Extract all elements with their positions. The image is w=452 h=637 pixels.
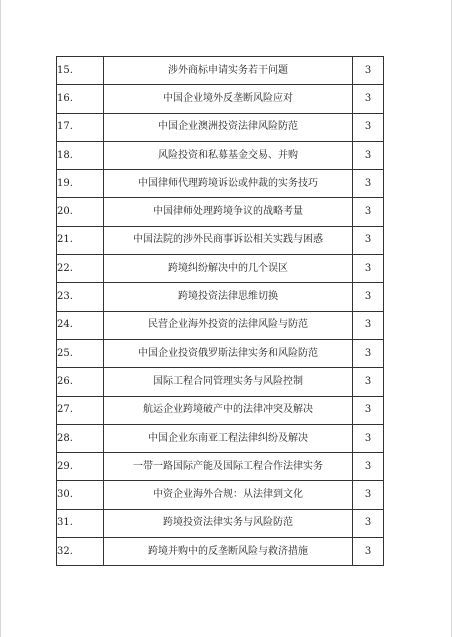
hours-cell: 3 [353, 283, 384, 311]
course-title-cell: 跨境投资法律思维切换 [104, 283, 353, 311]
hours-cell: 3 [353, 481, 384, 509]
table-row [57, 396, 384, 424]
course-title-cell: 国际工程合同管理实务与风险控制 [104, 368, 353, 396]
hours-cell: 3 [353, 141, 384, 169]
hours-cell: 3 [353, 57, 384, 85]
table-row [57, 453, 384, 481]
row-number-cell: 26. [57, 368, 104, 396]
row-number-cell: 32. [57, 538, 104, 566]
table-row [57, 339, 384, 367]
hours-cell: 3 [353, 538, 384, 566]
row-number-cell: 18. [57, 141, 104, 169]
hours-cell: 3 [353, 226, 384, 254]
table-row [57, 538, 384, 566]
course-title-cell: 跨境并购中的反垄断风险与救济措施 [104, 538, 353, 566]
hours-cell: 3 [353, 339, 384, 367]
course-title-cell: 民营企业海外投资的法律风险与防范 [104, 311, 353, 339]
table-row [57, 141, 384, 169]
row-number-cell: 29. [57, 453, 104, 481]
table-row [57, 509, 384, 537]
course-title-cell: 中资企业海外合规：从法律到文化 [104, 481, 353, 509]
course-title-cell: 中国企业投资俄罗斯法律实务和风险防范 [104, 339, 353, 367]
row-number-cell: 23. [57, 283, 104, 311]
row-number-cell: 31. [57, 509, 104, 537]
course-title-cell: 中国律师处理跨境争议的战略考量 [104, 198, 353, 226]
hours-cell: 3 [353, 113, 384, 141]
course-title-cell: 中国企业东南亚工程法律纠纷及解决 [104, 424, 353, 452]
course-table-body [57, 57, 384, 566]
hours-cell: 3 [353, 509, 384, 537]
hours-cell: 3 [353, 311, 384, 339]
course-title-cell: 一带一路国际产能及国际工程合作法律实务 [104, 453, 353, 481]
hours-cell: 3 [353, 424, 384, 452]
table-row [57, 226, 384, 254]
table-row [57, 198, 384, 226]
course-title-cell: 跨境纠纷解决中的几个误区 [104, 255, 353, 283]
row-number-cell: 22. [57, 255, 104, 283]
row-number-cell: 28. [57, 424, 104, 452]
row-number-cell: 25. [57, 339, 104, 367]
hours-cell: 3 [353, 255, 384, 283]
row-number-cell: 20. [57, 198, 104, 226]
table-row [57, 170, 384, 198]
course-title-cell: 风险投资和私募基金交易、并购 [104, 141, 353, 169]
hours-cell: 3 [353, 368, 384, 396]
row-number-cell: 16. [57, 85, 104, 113]
hours-cell: 3 [353, 198, 384, 226]
course-title-cell: 中国法院的涉外民商事诉讼相关实践与困惑 [104, 226, 353, 254]
hours-cell: 3 [353, 396, 384, 424]
table-row [57, 283, 384, 311]
course-title-cell: 涉外商标申请实务若干问题 [104, 57, 353, 85]
table-row [57, 57, 384, 85]
row-number-cell: 19. [57, 170, 104, 198]
table-row [57, 113, 384, 141]
row-number-cell: 24. [57, 311, 104, 339]
table-row [57, 85, 384, 113]
course-title-cell: 航运企业跨境破产中的法律冲突及解决 [104, 396, 353, 424]
row-number-cell: 17. [57, 113, 104, 141]
hours-cell: 3 [353, 453, 384, 481]
table-row [57, 481, 384, 509]
hours-cell: 3 [353, 170, 384, 198]
row-number-cell: 21. [57, 226, 104, 254]
table-row [57, 368, 384, 396]
hours-cell: 3 [353, 85, 384, 113]
table-row [57, 424, 384, 452]
table-row [57, 311, 384, 339]
table-row [57, 255, 384, 283]
course-title-cell: 中国企业境外反垄断风险应对 [104, 85, 353, 113]
row-number-cell: 30. [57, 481, 104, 509]
row-number-cell: 15. [57, 57, 104, 85]
course-title-cell: 中国律师代理跨境诉讼或仲裁的实务技巧 [104, 170, 353, 198]
course-title-cell: 中国企业澳洲投资法律风险防范 [104, 113, 353, 141]
course-title-cell: 跨境投资法律实务与风险防范 [104, 509, 353, 537]
course-table [56, 56, 384, 566]
row-number-cell: 27. [57, 396, 104, 424]
